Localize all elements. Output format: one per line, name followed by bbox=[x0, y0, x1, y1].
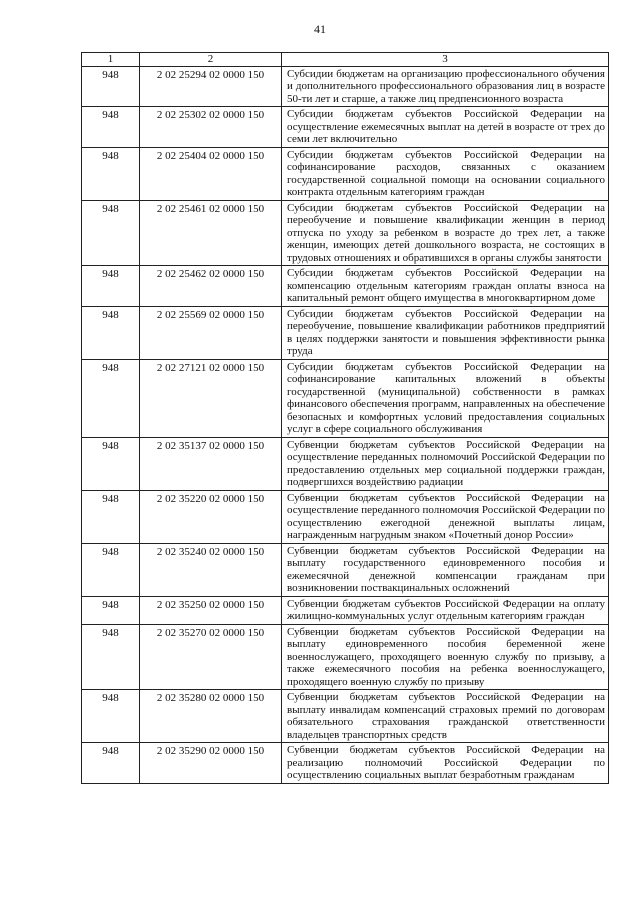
budget-code-cell: 2 02 27121 02 0000 150 bbox=[140, 359, 282, 437]
admin-code-cell: 948 bbox=[82, 743, 140, 784]
budget-code-cell: 2 02 25302 02 0000 150 bbox=[140, 107, 282, 148]
description-cell: Субвенции бюджетам субъектов Российской Федерации на осуществление переданного полномочия Российской Федерации по осуществлению ежегодной денежной выплаты лицам, награжденным нагрудным знаком «Почетный донор России» bbox=[282, 490, 609, 543]
table-row bbox=[82, 200, 609, 266]
budget-code-cell: 2 02 35240 02 0000 150 bbox=[140, 543, 282, 596]
budget-code-cell: 2 02 35290 02 0000 150 bbox=[140, 743, 282, 784]
budget-code-cell: 2 02 25462 02 0000 150 bbox=[140, 266, 282, 307]
column-header-2: 2 bbox=[140, 53, 282, 67]
admin-code-cell: 948 bbox=[82, 437, 140, 490]
description-cell: Субвенции бюджетам субъектов Российской Федерации на выплату единовременного пособия беременной жене военнослужащего, проходящего военную службу по призыву, а также ежемесячного пособия на ребенка военнослужащего, проходящего военную службу по призыву bbox=[282, 624, 609, 690]
budget-code-cell: 2 02 25294 02 0000 150 bbox=[140, 66, 282, 107]
admin-code-cell: 948 bbox=[82, 266, 140, 307]
admin-code-cell: 948 bbox=[82, 624, 140, 690]
budget-code-cell: 2 02 25461 02 0000 150 bbox=[140, 200, 282, 266]
budget-code-cell: 2 02 35250 02 0000 150 bbox=[140, 596, 282, 624]
table-body bbox=[82, 66, 609, 783]
admin-code-cell: 948 bbox=[82, 107, 140, 148]
budget-code-cell: 2 02 35280 02 0000 150 bbox=[140, 690, 282, 743]
description-cell: Субвенции бюджетам субъектов Российской Федерации на выплату государственного единовременного пособия и ежемесячной денежной компенсации гражданам при возникновении поствакцинальных осложнений bbox=[282, 543, 609, 596]
admin-code-cell: 948 bbox=[82, 200, 140, 266]
description-cell: Субсидии бюджетам субъектов Российской Федерации на софинансирование расходов, связанных с оказанием государственной социальной помощи на основании социального контракта отдельным категориям граждан bbox=[282, 147, 609, 200]
table-row bbox=[82, 66, 609, 107]
table-row bbox=[82, 624, 609, 690]
table-row bbox=[82, 437, 609, 490]
admin-code-cell: 948 bbox=[82, 543, 140, 596]
table-row bbox=[82, 147, 609, 200]
table-header-row bbox=[82, 53, 609, 67]
description-cell: Субсидии бюджетам на организацию профессионального обучения и дополнительного профессионального образования лиц в возрасте 50-ти лет и старше, а также лиц предпенсионного возраста bbox=[282, 66, 609, 107]
column-header-3: 3 bbox=[282, 53, 609, 67]
table-row bbox=[82, 596, 609, 624]
description-cell: Субсидии бюджетам субъектов Российской Федерации на переобучение и повышение квалификации женщин в период отпуска по уходу за ребенком в возрасте до трех лет, а также женщин, имеющих детей дошкольного возраста, не состоящих в трудовых отношениях и обратившихся в органы службы занятости bbox=[282, 200, 609, 266]
budget-classification-table bbox=[81, 52, 609, 784]
description-cell: Субвенции бюджетам субъектов Российской Федерации на осуществление переданных полномочий Российской Федерации по предоставлению отдельных мер социальной поддержки граждан, подвергшихся воздействию радиации bbox=[282, 437, 609, 490]
admin-code-cell: 948 bbox=[82, 66, 140, 107]
admin-code-cell: 948 bbox=[82, 147, 140, 200]
budget-code-cell: 2 02 25569 02 0000 150 bbox=[140, 306, 282, 359]
budget-code-cell: 2 02 35220 02 0000 150 bbox=[140, 490, 282, 543]
table-row bbox=[82, 306, 609, 359]
description-cell: Субвенции бюджетам субъектов Российской Федерации на выплату инвалидам компенсаций страховых премий по договорам обязательного страхования гражданской ответственности владельцев транспортных средств bbox=[282, 690, 609, 743]
description-cell: Субсидии бюджетам субъектов Российской Федерации на переобучение, повышение квалификации работников предприятий в целях поддержки занятости и повышения эффективности рынка труда bbox=[282, 306, 609, 359]
admin-code-cell: 948 bbox=[82, 596, 140, 624]
admin-code-cell: 948 bbox=[82, 690, 140, 743]
admin-code-cell: 948 bbox=[82, 306, 140, 359]
table-row bbox=[82, 690, 609, 743]
table-row bbox=[82, 107, 609, 148]
description-cell: Субвенции бюджетам субъектов Российской Федерации на реализацию полномочий Российской Федерации по осуществлению социальных выплат безработным гражданам bbox=[282, 743, 609, 784]
table-row bbox=[82, 543, 609, 596]
budget-code-cell: 2 02 35270 02 0000 150 bbox=[140, 624, 282, 690]
description-cell: Субсидии бюджетам субъектов Российской Федерации на осуществление ежемесячных выплат на детей в возрасте от трех до семи лет включительно bbox=[282, 107, 609, 148]
admin-code-cell: 948 bbox=[82, 490, 140, 543]
description-cell: Субсидии бюджетам субъектов Российской Федерации на софинансирование капитальных вложений в объекты государственной (муниципальной) собственности в рамках финансового обеспечения программ, направленных на обеспечение безопасных и комфортных условий предоставления социальных услуг в сфере социального обслуживания bbox=[282, 359, 609, 437]
description-cell: Субвенции бюджетам субъектов Российской Федерации на оплату жилищно-коммунальных услуг отдельным категориям граждан bbox=[282, 596, 609, 624]
description-cell: Субсидии бюджетам субъектов Российской Федерации на компенсацию отдельным категориям граждан оплаты взноса на капитальный ремонт общего имущества в многоквартирном доме bbox=[282, 266, 609, 307]
table-row bbox=[82, 490, 609, 543]
table-row bbox=[82, 743, 609, 784]
table-row bbox=[82, 266, 609, 307]
table-row bbox=[82, 359, 609, 437]
admin-code-cell: 948 bbox=[82, 359, 140, 437]
page-number: 41 bbox=[314, 22, 326, 36]
budget-code-cell: 2 02 25404 02 0000 150 bbox=[140, 147, 282, 200]
budget-code-cell: 2 02 35137 02 0000 150 bbox=[140, 437, 282, 490]
column-header-1: 1 bbox=[82, 53, 140, 67]
